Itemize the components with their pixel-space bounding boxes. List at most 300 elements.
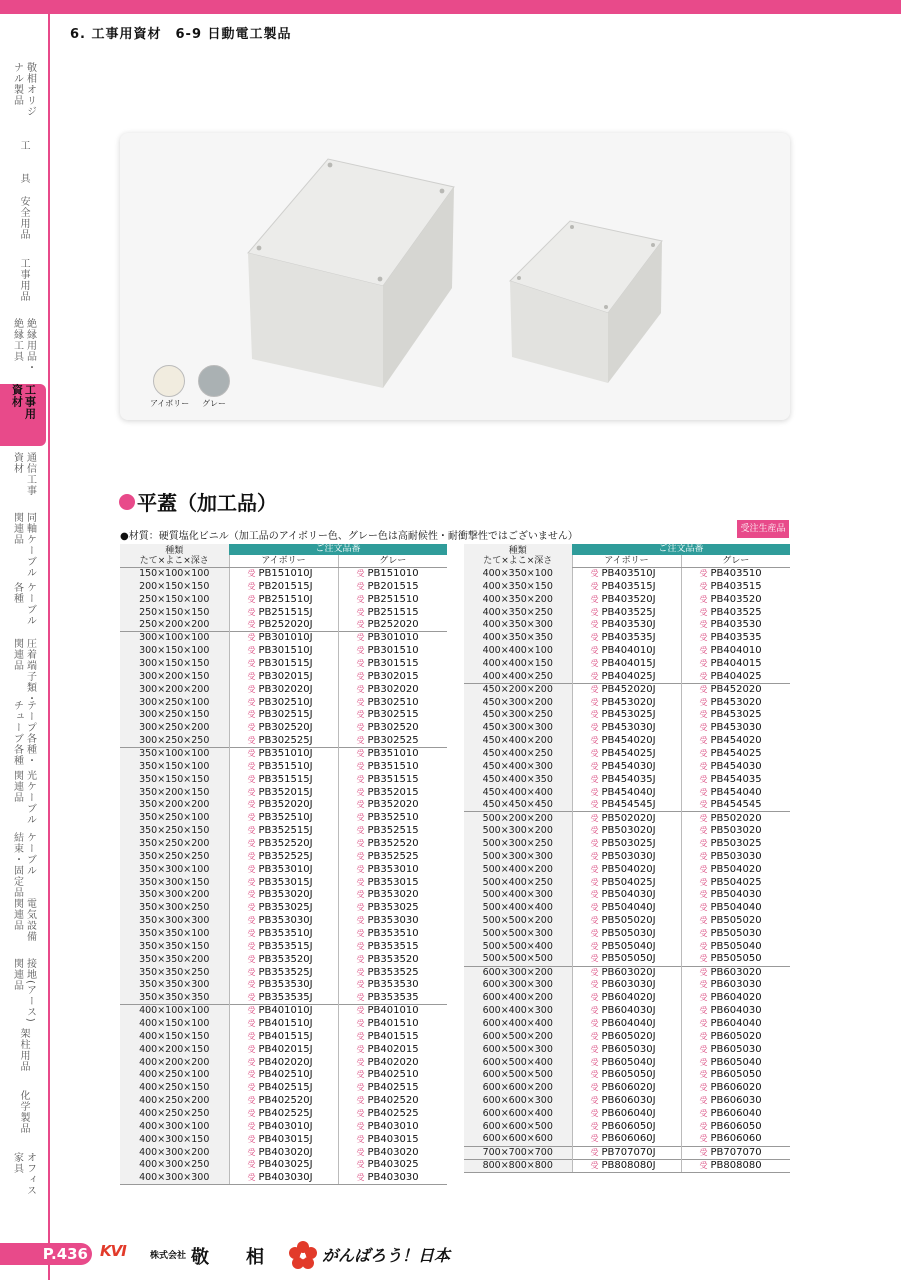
table-row xyxy=(464,748,790,761)
order-number-header: ご注文品番 xyxy=(572,544,790,555)
table-row xyxy=(464,1043,790,1056)
size-cell: 450×400×350 xyxy=(464,773,572,786)
gray-code-cell xyxy=(338,1018,447,1031)
product-code: PB504025J xyxy=(601,876,656,888)
size-cell: 500×300×300 xyxy=(464,850,572,863)
made-to-order-mark-icon: 受 xyxy=(356,710,365,720)
ivory-code-cell xyxy=(229,1159,338,1172)
made-to-order-mark-icon: 受 xyxy=(356,890,365,900)
table-row xyxy=(120,683,447,696)
sidebar-category-label: 絶縁工具 xyxy=(11,318,23,362)
made-to-order-mark-icon: 受 xyxy=(247,1083,256,1093)
made-to-order-mark-icon: 受 xyxy=(356,1031,365,1041)
made-to-order-mark-icon: 受 xyxy=(247,851,256,861)
product-code: PB302525 xyxy=(367,734,419,746)
sidebar-category-label: テープ各種・ xyxy=(24,700,36,766)
sidebar-category-2[interactable] xyxy=(0,196,46,252)
product-code: PB453020J xyxy=(601,696,656,708)
made-to-order-mark-icon: 受 xyxy=(247,697,256,707)
table-row xyxy=(464,632,790,645)
table-row xyxy=(120,799,447,812)
made-to-order-mark-icon: 受 xyxy=(356,838,365,848)
gray-code-cell xyxy=(338,568,447,581)
sidebar-category-3[interactable] xyxy=(0,258,46,314)
product-code: PB351010 xyxy=(367,748,419,760)
table-row xyxy=(120,1095,447,1108)
gray-code-cell xyxy=(338,1056,447,1069)
table-row xyxy=(464,1159,790,1172)
product-code: PB503030 xyxy=(710,850,762,862)
made-to-order-mark-icon: 受 xyxy=(356,864,365,874)
ivory-code-cell xyxy=(572,953,681,966)
sidebar-category-4[interactable] xyxy=(0,318,46,380)
table-row xyxy=(464,915,790,928)
gray-code-cell xyxy=(681,670,790,683)
ivory-code-cell xyxy=(572,786,681,799)
sidebar-category-label: 関連品 xyxy=(11,958,23,991)
product-code: PB351510J xyxy=(258,760,313,772)
product-code: PB353020 xyxy=(367,889,419,901)
gray-code-cell xyxy=(681,902,790,915)
product-code: PB403525J xyxy=(601,606,656,618)
ivory-code-cell xyxy=(572,1095,681,1108)
size-cell: 450×400×400 xyxy=(464,786,572,799)
made-to-order-mark-icon: 受 xyxy=(356,658,365,668)
size-cell: 300×200×200 xyxy=(120,683,229,696)
product-code: PB505020J xyxy=(601,915,656,927)
product-code: PB353010 xyxy=(367,863,419,875)
product-code: PB505050J xyxy=(601,953,656,965)
company-name-2: 相 xyxy=(246,1247,264,1268)
ivory-code-cell xyxy=(229,1043,338,1056)
product-code: PB606050 xyxy=(710,1120,762,1132)
made-to-order-mark-icon: 受 xyxy=(247,1173,256,1183)
product-code: PB504025 xyxy=(710,876,762,888)
size-cell: 500×500×200 xyxy=(464,915,572,928)
made-to-order-mark-icon: 受 xyxy=(247,723,256,733)
sidebar-category-5[interactable] xyxy=(0,384,46,446)
ivory-header: アイボリー xyxy=(572,555,681,568)
size-cell: 600×600×600 xyxy=(464,1133,572,1146)
made-to-order-mark-icon: 受 xyxy=(590,658,599,668)
gray-code-cell xyxy=(681,1030,790,1043)
made-to-order-mark-icon: 受 xyxy=(699,993,708,1003)
product-code: PB352520J xyxy=(258,837,313,849)
ivory-code-cell xyxy=(572,1018,681,1031)
size-cell: 300×250×100 xyxy=(120,696,229,709)
ivory-code-cell xyxy=(229,953,338,966)
product-code: PB402015J xyxy=(258,1043,313,1055)
ivory-code-cell xyxy=(572,1159,681,1172)
ivory-code-cell xyxy=(572,992,681,1005)
made-to-order-mark-icon: 受 xyxy=(356,954,365,964)
product-code: PB403530J xyxy=(601,619,656,631)
ivory-code-cell xyxy=(572,722,681,735)
product-code: PB351515 xyxy=(367,773,419,785)
product-code: PB404025 xyxy=(710,670,762,682)
product-code: PB604020 xyxy=(710,992,762,1004)
product-code: PB605020J xyxy=(601,1030,656,1042)
made-to-order-mark-icon: 受 xyxy=(699,684,708,694)
made-to-order-mark-icon: 受 xyxy=(356,1070,365,1080)
made-to-order-mark-icon: 受 xyxy=(356,877,365,887)
product-code: PB403015J xyxy=(258,1133,313,1145)
made-to-order-mark-icon: 受 xyxy=(699,607,708,617)
size-cell: 450×400×250 xyxy=(464,748,572,761)
gray-code-cell xyxy=(681,889,790,902)
sidebar-category-7[interactable] xyxy=(0,512,46,584)
gray-code-cell xyxy=(681,722,790,735)
made-to-order-mark-icon: 受 xyxy=(699,774,708,784)
product-code: PB403015 xyxy=(367,1133,419,1145)
gray-code-cell xyxy=(681,799,790,812)
table-row xyxy=(464,953,790,966)
made-to-order-mark-icon: 受 xyxy=(699,723,708,733)
product-code: PB353510 xyxy=(367,927,419,939)
sidebar-category-6[interactable] xyxy=(0,452,46,514)
ivory-code-cell xyxy=(229,812,338,825)
table-row xyxy=(464,1120,790,1133)
ivory-code-cell xyxy=(229,748,338,761)
product-code: PB302020J xyxy=(258,683,313,695)
ivory-code-cell xyxy=(572,1043,681,1056)
product-code: PB401510J xyxy=(258,1018,313,1029)
ivory-code-cell xyxy=(229,696,338,709)
ivory-color-swatch xyxy=(153,365,185,397)
ivory-code-cell xyxy=(572,863,681,876)
made-to-order-mark-icon: 受 xyxy=(590,787,599,797)
product-code: PB503030J xyxy=(601,850,656,862)
made-to-order-mark-icon: 受 xyxy=(590,1057,599,1067)
product-code: PB401010J xyxy=(258,1005,313,1017)
sidebar-category-label: 工事用品 xyxy=(18,258,29,302)
made-to-order-mark-icon: 受 xyxy=(247,633,256,643)
table-row xyxy=(120,722,447,735)
made-to-order-mark-icon: 受 xyxy=(356,941,365,951)
made-to-order-badge: 受注生産品 xyxy=(737,520,789,538)
size-cell: 450×200×200 xyxy=(464,683,572,696)
sidebar-category-label: 資材 xyxy=(10,384,24,408)
sidebar-category-label: 関連品 xyxy=(11,512,23,545)
table-row xyxy=(120,1082,447,1095)
size-cell: 350×350×200 xyxy=(120,953,229,966)
sidebar-category-8[interactable] xyxy=(0,582,46,644)
cherry-blossom-icon xyxy=(288,1240,318,1270)
product-code: PB505030 xyxy=(710,927,762,939)
size-cell: 350×250×250 xyxy=(120,850,229,863)
ivory-code-cell xyxy=(572,940,681,953)
made-to-order-mark-icon: 受 xyxy=(356,723,365,733)
size-cell: 400×400×150 xyxy=(464,658,572,671)
made-to-order-mark-icon: 受 xyxy=(590,877,599,887)
size-cell: 250×150×150 xyxy=(120,606,229,619)
ivory-code-cell xyxy=(572,1108,681,1121)
made-to-order-mark-icon: 受 xyxy=(356,1096,365,1106)
made-to-order-mark-icon: 受 xyxy=(590,1160,599,1170)
product-code: PB404010 xyxy=(710,645,762,657)
table-row xyxy=(464,889,790,902)
sidebar-category-label: 安全用品 xyxy=(18,196,29,240)
ivory-code-cell xyxy=(572,850,681,863)
gray-code-cell xyxy=(338,940,447,953)
size-cell: 300×250×200 xyxy=(120,722,229,735)
table-row xyxy=(120,568,447,581)
company-prefix: 株式会社 xyxy=(150,1251,187,1261)
size-cell: 350×350×350 xyxy=(120,992,229,1005)
made-to-order-mark-icon: 受 xyxy=(699,697,708,707)
company-name-1: 敬 xyxy=(191,1247,209,1268)
size-cell: 500×200×200 xyxy=(464,812,572,825)
sidebar-category-label: 圧着端子類・ xyxy=(24,638,36,704)
size-cell: 600×500×300 xyxy=(464,1043,572,1056)
size-cell: 400×200×150 xyxy=(120,1043,229,1056)
table-row xyxy=(120,1056,447,1069)
made-to-order-mark-icon: 受 xyxy=(356,1044,365,1054)
made-to-order-mark-icon: 受 xyxy=(356,1019,365,1028)
gray-code-cell xyxy=(338,928,447,941)
made-to-order-mark-icon: 受 xyxy=(590,1109,599,1119)
table-row xyxy=(464,902,790,915)
made-to-order-mark-icon: 受 xyxy=(590,980,599,990)
sidebar-category-12[interactable] xyxy=(0,832,46,904)
size-cell: 350×350×250 xyxy=(120,966,229,979)
gray-code-cell xyxy=(338,992,447,1005)
product-code: PB603030 xyxy=(710,979,762,991)
ivory-code-cell xyxy=(572,568,681,581)
made-to-order-mark-icon: 受 xyxy=(590,633,599,643)
sidebar-category-label: 通信工事 xyxy=(24,452,36,496)
product-code: PB453030 xyxy=(710,722,762,734)
product-code: PB505030J xyxy=(601,927,656,939)
product-code: PB604020J xyxy=(601,992,656,1004)
ivory-code-cell xyxy=(229,850,338,863)
size-cell: 450×300×250 xyxy=(464,709,572,722)
product-code: PB402520J xyxy=(258,1095,313,1107)
sidebar-category-label: 同軸ケーブル xyxy=(24,512,36,578)
size-cell: 600×600×500 xyxy=(464,1120,572,1133)
size-cell: 700×700×700 xyxy=(464,1146,572,1159)
made-to-order-mark-icon: 受 xyxy=(356,594,365,604)
sidebar-category-13[interactable] xyxy=(0,898,46,960)
ivory-code-cell xyxy=(229,1069,338,1082)
made-to-order-mark-icon: 受 xyxy=(356,581,365,591)
made-to-order-mark-icon: 受 xyxy=(699,1096,708,1106)
made-to-order-mark-icon: 受 xyxy=(590,838,599,848)
size-cell: 450×400×300 xyxy=(464,760,572,773)
gray-code-cell xyxy=(681,658,790,671)
ivory-code-cell xyxy=(572,606,681,619)
made-to-order-mark-icon: 受 xyxy=(247,735,256,745)
product-code: PB403535J xyxy=(601,632,656,644)
ivory-code-cell xyxy=(572,735,681,748)
size-cell: 500×300×200 xyxy=(464,825,572,838)
gray-code-cell xyxy=(338,902,447,915)
size-cell: 500×500×400 xyxy=(464,940,572,953)
made-to-order-mark-icon: 受 xyxy=(356,569,365,579)
size-cell: 400×350×300 xyxy=(464,619,572,632)
made-to-order-mark-icon: 受 xyxy=(699,877,708,887)
size-cell: 400×350×200 xyxy=(464,593,572,606)
size-cell: 400×400×250 xyxy=(464,670,572,683)
product-code: PB454035 xyxy=(710,773,762,785)
product-code: PB454020 xyxy=(710,735,762,747)
made-to-order-mark-icon: 受 xyxy=(247,980,256,990)
gray-code-cell xyxy=(338,1095,447,1108)
made-to-order-mark-icon: 受 xyxy=(356,633,365,643)
made-to-order-mark-icon: 受 xyxy=(699,800,708,810)
product-code: PB403010 xyxy=(367,1120,419,1132)
sidebar-category-label: 敬相オリジ xyxy=(24,62,36,117)
sidebar-category-15[interactable] xyxy=(0,1028,46,1088)
gray-header: グレー xyxy=(681,555,790,568)
gray-code-cell xyxy=(681,1056,790,1069)
sidebar-category-label: 工事用 xyxy=(23,384,37,420)
product-code: PB353025J xyxy=(258,902,313,914)
gray-code-cell xyxy=(338,606,447,619)
product-code: PB353515 xyxy=(367,940,419,952)
made-to-order-mark-icon: 受 xyxy=(356,1109,365,1119)
made-to-order-mark-icon: 受 xyxy=(590,684,599,694)
table-row xyxy=(464,735,790,748)
made-to-order-mark-icon: 受 xyxy=(699,838,708,848)
sidebar-category-10[interactable] xyxy=(0,700,46,778)
table-row xyxy=(120,580,447,593)
product-code: PB201515J xyxy=(258,580,313,592)
product-code: PB251510 xyxy=(367,593,419,605)
slogan: がんばろう！日本 xyxy=(322,1246,451,1265)
sidebar-category-16[interactable] xyxy=(0,1090,46,1148)
table-row xyxy=(120,876,447,889)
product-code: PB302510 xyxy=(367,696,419,708)
product-code: PB454545 xyxy=(710,799,762,811)
size-cell: 450×400×200 xyxy=(464,735,572,748)
size-cell: 300×150×100 xyxy=(120,645,229,658)
product-code: PB302520J xyxy=(258,722,313,734)
ivory-code-cell xyxy=(572,825,681,838)
table-row xyxy=(464,645,790,658)
made-to-order-mark-icon: 受 xyxy=(247,1147,256,1157)
made-to-order-mark-icon: 受 xyxy=(356,1057,365,1067)
product-code: PB505040 xyxy=(710,940,762,952)
product-code: PB353010J xyxy=(258,863,313,875)
product-code: PB605050J xyxy=(601,1069,656,1081)
sidebar-category-0[interactable] xyxy=(0,62,46,132)
size-cell: 500×500×300 xyxy=(464,928,572,941)
made-to-order-mark-icon: 受 xyxy=(356,1121,365,1131)
made-to-order-mark-icon: 受 xyxy=(590,774,599,784)
table-row xyxy=(120,1018,447,1031)
product-code: PB353525 xyxy=(367,966,419,978)
table-row xyxy=(120,645,447,658)
product-code: PB503025 xyxy=(710,837,762,849)
ivory-code-cell xyxy=(229,683,338,696)
gray-code-cell xyxy=(681,979,790,992)
table-row xyxy=(120,709,447,722)
made-to-order-mark-icon: 受 xyxy=(247,928,256,938)
size-cell: 400×250×200 xyxy=(120,1095,229,1108)
table-row xyxy=(120,940,447,953)
made-to-order-mark-icon: 受 xyxy=(590,941,599,951)
made-to-order-mark-icon: 受 xyxy=(590,1147,599,1157)
product-code: PB403525 xyxy=(710,606,762,618)
made-to-order-mark-icon: 受 xyxy=(247,993,256,1003)
sidebar-category-11[interactable] xyxy=(0,770,46,836)
product-code: PB301510 xyxy=(367,645,419,657)
product-code: PB353015J xyxy=(258,876,313,888)
made-to-order-mark-icon: 受 xyxy=(247,1109,256,1119)
size-cell: 350×200×200 xyxy=(120,799,229,812)
ivory-code-cell xyxy=(229,1005,338,1018)
made-to-order-mark-icon: 受 xyxy=(247,594,256,604)
product-code: PB353020J xyxy=(258,889,313,901)
gray-code-cell xyxy=(681,992,790,1005)
size-cell: 300×100×100 xyxy=(120,632,229,645)
made-to-order-mark-icon: 受 xyxy=(699,787,708,797)
product-code: PB402020J xyxy=(258,1056,313,1068)
made-to-order-mark-icon: 受 xyxy=(590,954,599,964)
size-cell: 200×150×150 xyxy=(120,580,229,593)
product-code: PB504020J xyxy=(601,863,656,875)
product-code: PB403510 xyxy=(710,568,762,580)
size-cell: 400×300×150 xyxy=(120,1133,229,1146)
sidebar-category-label: ケーブル xyxy=(24,582,36,626)
table-row xyxy=(120,1159,447,1172)
ivory-code-cell xyxy=(572,709,681,722)
product-code: PB251510J xyxy=(258,593,313,605)
gray-code-cell xyxy=(681,1133,790,1146)
table-row xyxy=(120,863,447,876)
sidebar-category-14[interactable] xyxy=(0,958,46,1024)
product-code: PB606020J xyxy=(601,1082,656,1094)
ivory-code-cell xyxy=(572,1082,681,1095)
gray-code-cell xyxy=(681,953,790,966)
made-to-order-mark-icon: 受 xyxy=(356,761,365,771)
table-row xyxy=(120,606,447,619)
made-to-order-mark-icon: 受 xyxy=(247,569,256,579)
product-code: PB402525J xyxy=(258,1108,313,1120)
made-to-order-mark-icon: 受 xyxy=(590,1121,599,1131)
product-code: PB454025J xyxy=(601,747,656,759)
made-to-order-mark-icon: 受 xyxy=(590,864,599,874)
product-code: PB352015J xyxy=(258,786,313,798)
sidebar-category-1[interactable] xyxy=(0,140,46,188)
product-code: PB352525 xyxy=(367,850,419,862)
sidebar-category-17[interactable] xyxy=(0,1152,46,1210)
product-code: PB452020J xyxy=(601,683,656,695)
size-cell: 400×300×300 xyxy=(120,1172,229,1185)
made-to-order-mark-icon: 受 xyxy=(699,890,708,900)
ivory-code-cell xyxy=(572,979,681,992)
product-table-left xyxy=(120,544,447,1185)
table-row xyxy=(464,1082,790,1095)
size-cell: 500×500×500 xyxy=(464,953,572,966)
ivory-code-cell xyxy=(229,593,338,606)
product-code: PB352020J xyxy=(258,799,313,811)
ivory-code-cell xyxy=(229,580,338,593)
made-to-order-mark-icon: 受 xyxy=(590,993,599,1003)
size-cell: 800×800×800 xyxy=(464,1159,572,1172)
gray-code-cell xyxy=(681,850,790,863)
product-code: PB402510 xyxy=(367,1069,419,1081)
product-code: PB453020 xyxy=(710,696,762,708)
product-code: PB454040 xyxy=(710,786,762,798)
made-to-order-mark-icon: 受 xyxy=(247,684,256,694)
gray-code-cell xyxy=(681,825,790,838)
made-to-order-mark-icon: 受 xyxy=(699,1160,708,1170)
made-to-order-mark-icon: 受 xyxy=(590,890,599,900)
ivory-code-cell xyxy=(229,928,338,941)
sidebar-category-label: 家具 xyxy=(11,1152,23,1174)
